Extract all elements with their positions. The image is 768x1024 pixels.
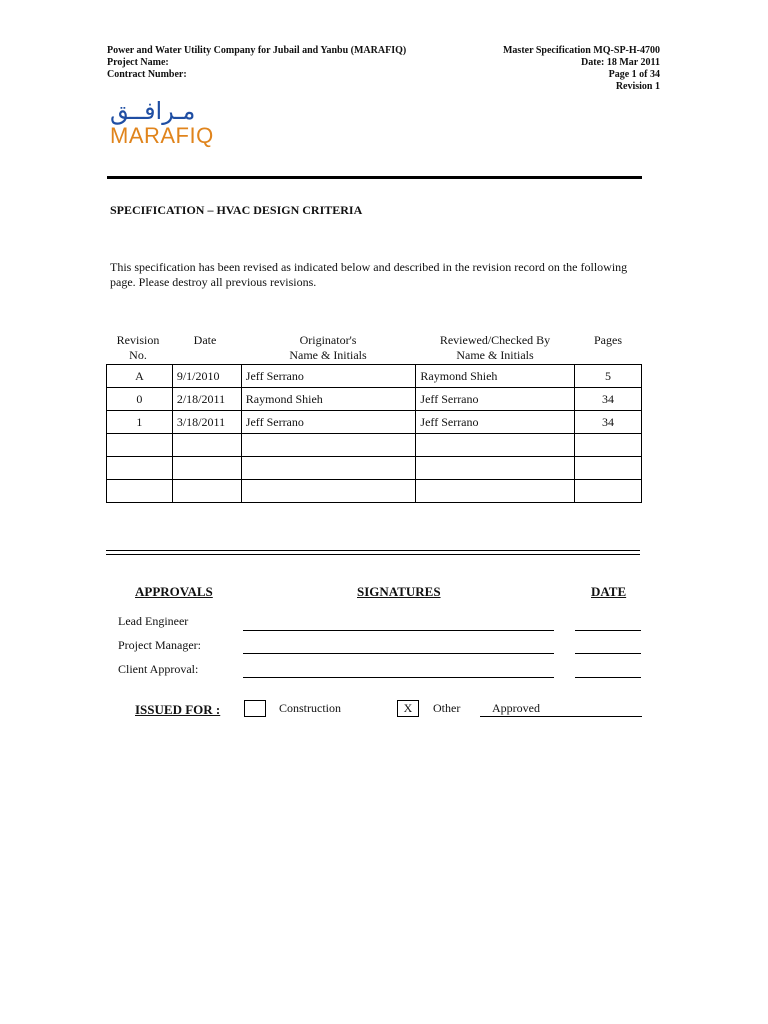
col-head-pages: Pages [594,333,622,347]
cell-reviewed [416,457,575,480]
cell-revision [107,434,173,457]
cell-originator: Raymond Shieh [241,388,416,411]
approvals-heading: APPROVALS [135,584,213,599]
marafiq-logo [110,98,220,154]
company-name: Power and Water Utility Company for Jubail and Yanbu (MARAFIQ) [107,45,407,56]
cell-revision [107,457,173,480]
table-row [107,388,642,411]
date-heading: DATE [591,584,627,599]
cell-reviewed: Jeff Serrano [416,388,575,411]
cell-originator [241,457,416,480]
contract-number-label: Contract Number: [107,69,187,80]
revision-table [106,364,642,503]
cell-reviewed: Jeff Serrano [416,411,575,434]
document-title: SPECIFICATION – HVAC DESIGN CRITERIA [110,203,363,217]
construction-label: Construction [279,701,341,715]
col-head-revision: Revision No. [116,333,160,362]
col-head-date: Date [193,333,217,347]
cell-pages [575,480,642,503]
table-row [107,457,642,480]
project-manager-signature-line[interactable] [243,653,554,654]
section-divider [106,550,640,555]
doc-date: Date: 18 Mar 2011 [581,57,660,68]
revision-number: Revision 1 [615,81,660,92]
lead-engineer-label: Lead Engineer [118,614,189,628]
cell-pages: 34 [575,388,642,411]
header-left [107,45,406,81]
cell-revision [107,480,173,503]
logo-english-text: MARAFIQ [110,123,214,148]
cell-date: 2/18/2011 [172,388,241,411]
cell-revision: 0 [107,388,173,411]
cell-originator [241,434,416,457]
cell-pages [575,434,642,457]
header-right [503,45,660,93]
cell-date: 9/1/2010 [172,365,241,388]
cell-pages: 5 [575,365,642,388]
other-value: Approved [492,701,540,715]
lead-engineer-signature-line[interactable] [243,630,554,631]
cell-originator: Jeff Serrano [241,365,416,388]
logo-arabic-text: مـرافــق [110,97,196,125]
construction-checkbox[interactable] [244,700,266,717]
cell-revision: A [107,365,173,388]
client-approval-date-line[interactable] [575,677,641,678]
client-approval-label: Client Approval: [118,662,199,676]
cell-date: 3/18/2011 [172,411,241,434]
other-value-line[interactable] [480,716,642,717]
project-manager-label: Project Manager: [118,638,201,652]
lead-engineer-date-line[interactable] [575,630,641,631]
other-checkbox[interactable]: X [397,700,419,717]
cell-reviewed: Raymond Shieh [416,365,575,388]
cell-pages: 34 [575,411,642,434]
cell-pages [575,457,642,480]
issued-for-label: ISSUED FOR : [135,702,221,717]
intro-paragraph: This specification has been revised as indicated below and described in the revision record on the following page. Please destroy all previous revisions. [110,260,628,289]
col-head-reviewed: Reviewed/Checked By Name & Initials [439,333,551,362]
cell-originator: Jeff Serrano [241,411,416,434]
header-rule [107,176,642,179]
cell-originator [241,480,416,503]
spec-number: Master Specification MQ-SP-H-4700 [502,45,660,56]
other-label: Other [433,701,461,715]
client-approval-signature-line[interactable] [243,677,554,678]
table-row [107,434,642,457]
table-row [107,480,642,503]
signatures-heading: SIGNATURES [357,584,441,599]
cell-revision: 1 [107,411,173,434]
cell-date [172,480,241,503]
project-manager-date-line[interactable] [575,653,641,654]
table-row [107,411,642,434]
cell-reviewed [416,480,575,503]
cell-date [172,457,241,480]
col-head-originator: Originator's Name & Initials [289,333,367,362]
project-name-label: Project Name: [107,57,169,68]
table-row [107,365,642,388]
cell-date [172,434,241,457]
page-number: Page 1 of 34 [608,69,660,80]
cell-reviewed [416,434,575,457]
